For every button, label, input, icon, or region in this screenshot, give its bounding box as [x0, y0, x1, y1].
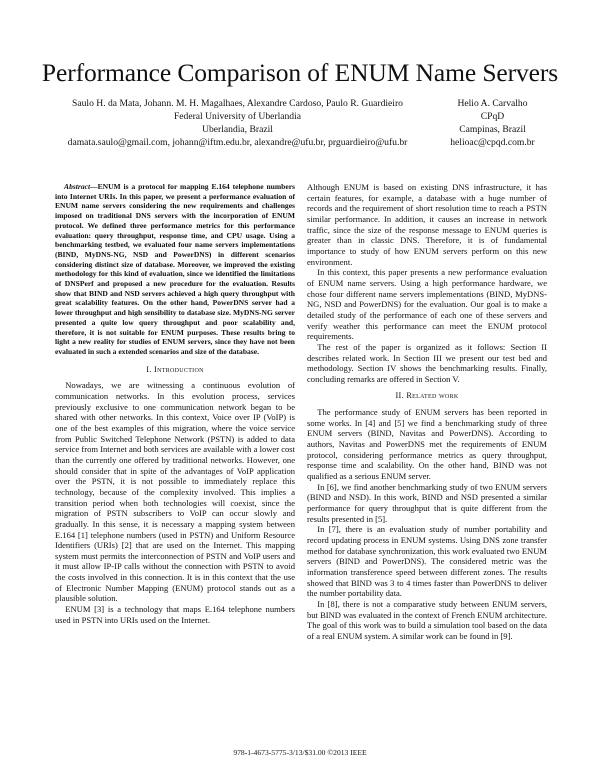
second-affiliation-location: Campinas, Brazil	[459, 124, 526, 135]
second-affiliation: CPqD	[480, 111, 505, 122]
body-paragraph: Although ENUM is based on existing DNS infrastructure, it has certain features, for example, a database with a huge number of records and the requirement of short resolution time to reach a PSTN similar performance. In addition, it causes an increase in network traffic, since the size of the response message to ENUM queries is greater than in classic DNS. Therefore, it is of fundamental importance to study of how ENUM servers perform on this new environment.	[307, 182, 547, 267]
body-paragraph: In [6], we find another benchmarking study of two ENUM servers (BIND and NSD). In this work, BIND and NSD presented a similar performance for query throughput that is quite different from the results presented in [5].	[307, 481, 547, 524]
author-emails: damata.saulo@gmail.com, johann@iftm.edu.br, alexandre@ufu.br, prguardieiro@ufu.br	[67, 137, 408, 148]
affiliation-location: Uberlandia, Brazil	[202, 124, 273, 135]
body-paragraph: The performance study of ENUM servers has been reported in some works. In [4] and [5] we find a benchmarking study of three ENUM servers (BIND, Navitas and PowerDNS). According to authors, Navitas and PowerDNS met the requirements of ENUM protocol, considering performance metrics as query throughput, response time and scalability. On the other hand, BIND was not qualified as a serious ENUM server.	[307, 407, 547, 482]
abstract	[55, 182, 295, 357]
right-column	[307, 182, 547, 642]
body-paragraph: In [8], there is not a comparative study between ENUM servers, but BIND was evaluated in the context of French ENUM architecture. The goal of this work was to build a simulation tool based on the data of a real ENUM system. A similar work can be found in [9].	[307, 598, 547, 641]
left-column	[55, 182, 295, 625]
paper-title: Performance Comparison of ENUM Name Servers	[41, 58, 559, 87]
section-heading-related-work: II. Related work	[395, 391, 459, 401]
body-paragraph: The rest of the paper is organized as it follows: Section II describes related work. In Section III we present our test bed and methodology. Section IV shows the benchmarking results. Finally, concluding remarks are offered in Section V.	[307, 341, 547, 384]
affiliation: Federal University of Uberlandia	[173, 111, 302, 122]
body-paragraph: ENUM [3] is a technology that maps E.164 telephone numbers used in PSTN into URIs used on the Internet.	[55, 604, 295, 625]
abstract-label: Abstract	[64, 182, 91, 191]
body-paragraph: Nowadays, we are witnessing a continuous evolution of communication networks. In this evolution process, services previously exclusive to one communication network began to be shared with other networks. In this context, Voice over IP (VoIP) is one of the best examples of this migration, where the voice service from Public Switched Telephone Network (PSTN) is added to data service from Internet and both services are available with a lower cost than the currently one offered by traditional networks. However, one should consider that in spite of the advantages of VoIP application over the PSTN, it is not possible to immediately replace this technology, because of the complexity involved. This implies a transition period when both technologies will coexist, since the migration of PSTN subscribers to VoIP can occur slowly and gradually. In this sense, it is necessary a mapping system between E.164 [1] telephone numbers (used in PSTN) and Uniform Resource Identifiers (URIs) [2] that are used on the Internet. This mapping system must permits the interconnection of PSTN and VoIP users and it must allow IP-IP calls without the connection with PSTN to avoid the costs involved in this connection. It is in this context that the use of Electronic Number Mapping (ENUM) protocol stands out as a plausible solution.	[55, 380, 295, 604]
author-names: Saulo H. da Mata, Johann. M. H. Magalhaes, Alexandre Cardoso, Paulo R. Guardieiro	[72, 98, 403, 109]
copyright-footer: 978-1-4673-5775-3/13/$31.00 ©2013 IEEE	[233, 748, 367, 757]
body-paragraph: In this context, this paper presents a new performance evaluation of ENUM name servers. Using a high performance hardware, we chose four different name servers implementations (BIND, MyDNS-NG, NSD and PowerDNS) for the evaluation. Our goal is to make a detailed study of the performance of each one of these servers and verify weather this performance can meet the ENUM protocol requirements.	[307, 267, 547, 342]
abstract-text: —ENUM is a protocol for mapping E.164 telephone numbers into Internet URIs. In this paper, we present a performance evaluation of ENUM name servers considering the new requirements and challenges imposed on traditional DNS servers with the incorporation of ENUM protocol. We defined three performance metrics for this performance evaluation: query throughput, response time, and CPU usage. Using a benchmarking testbed, we evaluated four name servers implementations (BIND, MyDNS-NG, NSD and PowerDNS) in different scenarios considering distinct size of database. Moreover, we improved the existing methodology for this kind of evaluation, since we identified the limitations of DNSPerf and proposed a new procedure for the evaluation. Results show that BIND and NSD servers achieved a high query throughput with great scalability features. On the other hand, PowerDNS server had a lower throughput and high sensibility to database size. MyDNS-NG server presented a quite low query throughput and poor scalability and, therefore, it is not suitable for ENUM purposes. These results bring to light a new reality for studies of ENUM servers, since they have not been evaluated in such a extended scenarios and size of the database.	[55, 182, 295, 356]
section-heading-introduction: I. Introduction	[146, 364, 204, 374]
second-author-email: helioac@cpqd.com.br	[450, 137, 535, 148]
second-author-name: Helio A. Carvalho	[457, 98, 528, 109]
body-paragraph: In [7], there is an evaluation study of number portability and record updating process in ENUM systems. Using DNS zone transfer method for database synchronization, this work evaluated two ENUM servers (BIND and PowerDNS). The considered metric was the information transference speed between different zones. The results showed that BIND was 3 to 4 times faster than PowerDNS to deliver the number portability data.	[307, 524, 547, 599]
